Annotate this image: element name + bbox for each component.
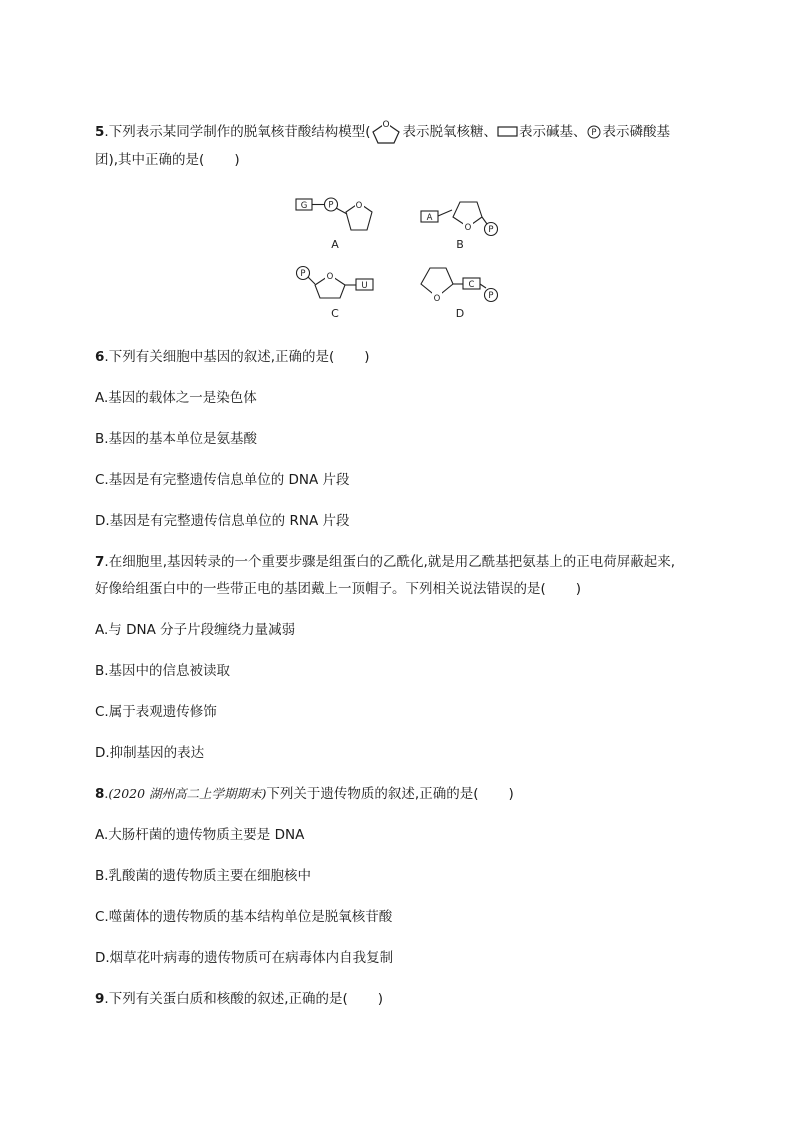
option-d-phosphate-label: P (488, 291, 494, 301)
q7-number: 7 (95, 554, 105, 570)
q6-option-c: C.基因是有完整遗传信息单位的 DNA 片段 (95, 472, 350, 488)
q5-line2: 团),其中正确的是( (95, 152, 205, 168)
option-b-label: B (456, 238, 464, 251)
option-b-base-label: A (426, 213, 433, 223)
q6-option-a: A.基因的载体之一是染色体 (95, 390, 257, 406)
q7-stem-line2-text: 好像给组蛋白中的一些带正电的基团戴上一顶帽子。下列相关说法错误的是( (95, 581, 546, 597)
q5-stem-line1 (95, 119, 670, 145)
q5-diagram (290, 190, 510, 325)
option-c-phosphate-label: P (300, 269, 306, 279)
q8-close-paren: ) (508, 786, 514, 802)
q5-legend-sugar-text: 表示脱氧核糖、 (402, 124, 497, 140)
option-a-phosphate-label: P (328, 200, 334, 211)
q7-option-a: A.与 DNA 分子片段缠绕力量减弱 (95, 622, 296, 638)
q9-stem (95, 990, 383, 1008)
q6-option-d: D.基因是有完整遗传信息单位的 RNA 片段 (95, 513, 350, 529)
q9-number: 9 (95, 991, 105, 1007)
q8-option-b: B.乳酸菌的遗传物质主要在细胞核中 (95, 868, 312, 884)
q7-stem-line1-text: .在细胞里,基因转录的一个重要步骤是组蛋白的乙酰化,就是用乙酰基把氨基上的正电荷屏蔽起来, (104, 554, 676, 570)
q7-stem-line2 (95, 580, 581, 598)
q8-stem-text: 下列关于遗传物质的叙述,正确的是( (266, 786, 479, 802)
option-a-base-label: G (300, 201, 308, 211)
q5-close-paren: ) (234, 152, 240, 168)
option-c-base-label: U (361, 281, 368, 291)
q7-option-c: C.属于表观遗传修饰 (95, 704, 217, 720)
q5-legend-phosphate-symbol: P (591, 128, 598, 138)
q6-number: 6 (95, 349, 105, 365)
q6-stem (95, 348, 370, 366)
q7-option-b: B.基因中的信息被读取 (95, 663, 231, 679)
circle-phosphate-icon (586, 124, 602, 140)
q8-stem (95, 785, 514, 803)
q8-option-d: D.烟草花叶病毒的遗传物质可在病毒体内自我复制 (95, 950, 394, 966)
svg-text:O: O (382, 120, 391, 130)
option-b-phosphate-label: P (488, 225, 494, 235)
q5-number: 5 (95, 124, 105, 140)
q5-stem-line2 (95, 151, 240, 169)
q6-stem-text: .下列有关细胞中基因的叙述,正确的是( (104, 349, 335, 365)
pentagon-sugar-icon (370, 119, 402, 145)
option-d-ring-o: O (433, 294, 441, 304)
q8-option-a: A.大肠杆菌的遗传物质主要是 DNA (95, 827, 305, 843)
option-a-ring-o: O (355, 201, 363, 211)
option-b-ring-o: O (464, 223, 472, 233)
q6-close-paren: ) (364, 349, 370, 365)
q7-close-paren: ) (575, 581, 582, 597)
option-c-ring-o: O (326, 272, 334, 282)
rectangle-base-icon (497, 125, 519, 139)
q5-legend-phosphate-text: 表示磷酸基 (602, 124, 670, 140)
q6-option-b: B.基因的基本单位是氨基酸 (95, 431, 258, 447)
q5-stem-part1: .下列表示某同学制作的脱氧核苷酸结构模型( (104, 124, 371, 140)
option-d-base-label: C (468, 280, 475, 290)
q9-stem-text: .下列有关蛋白质和核酸的叙述,正确的是( (104, 991, 348, 1007)
q9-close-paren: ) (377, 991, 384, 1007)
option-c-label: C (331, 307, 339, 320)
q5-legend-base-text: 表示碱基、 (518, 124, 587, 140)
q8-source: .(2020 湖州高二上学期期末) (104, 786, 267, 801)
q8-option-c: C.噬菌体的遗传物质的基本结构单位是脱氧核苷酸 (95, 909, 393, 925)
q8-number: 8 (95, 786, 105, 802)
q7-stem-line1 (95, 553, 675, 571)
option-a-label: A (331, 238, 339, 251)
option-d-label: D (455, 307, 465, 320)
q7-option-d: D.抑制基因的表达 (95, 745, 205, 761)
